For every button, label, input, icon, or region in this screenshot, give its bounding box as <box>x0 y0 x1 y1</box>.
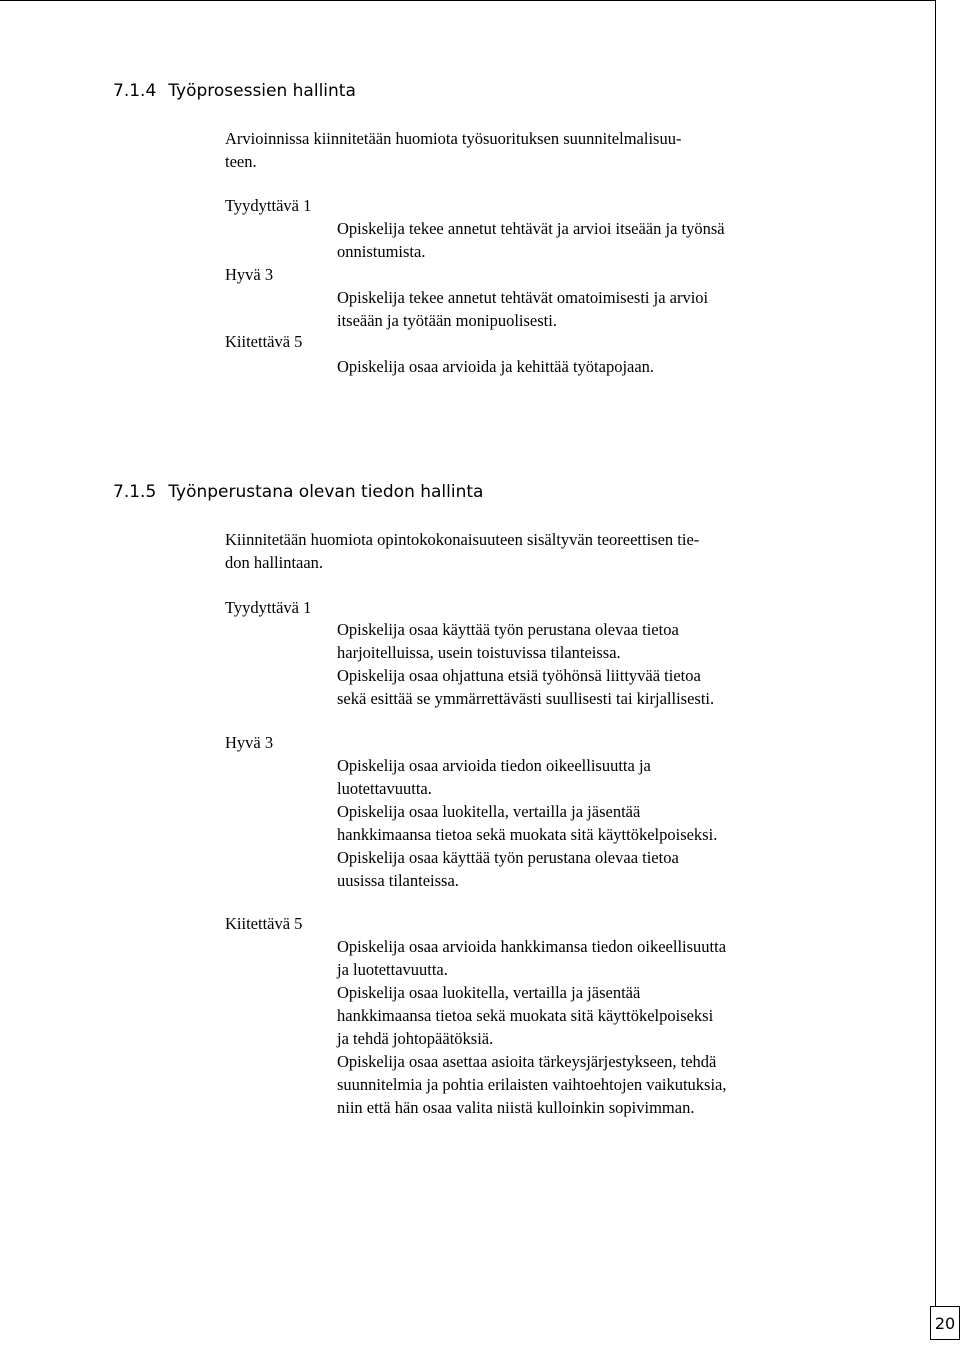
page-number: 20 <box>930 1306 960 1340</box>
grade-text-line: Opiskelija osaa arvioida ja kehittää työtapojaan. <box>337 357 655 376</box>
grade-label-hyva: Hyvä 3 <box>225 265 274 284</box>
grade-text-line: niin että hän osaa valita niistä kulloinkin sopivimman. <box>337 1098 695 1117</box>
grade-text-line: suunnitelmia ja pohtia erilaisten vaihtoehtojen vaikutuksia, <box>337 1075 727 1094</box>
page-border-top <box>0 0 935 1</box>
grade-text-line: ja luotettavuutta. <box>337 960 448 979</box>
grade-text-line: onnistumista. <box>337 242 426 261</box>
grade-text-line: Opiskelija osaa luokitella, vertailla ja jäsentää <box>337 802 641 821</box>
grade-text-line: Opiskelija osaa arvioida hankkimansa tiedon oikeellisuutta <box>337 937 727 956</box>
intro-line: don hallintaan. <box>225 553 324 572</box>
section-title: Työnperustana olevan tiedon hallinta <box>168 482 484 502</box>
grade-text-tyydyttava <box>337 618 714 710</box>
grade-text-line: uusissa tilanteissa. <box>337 871 459 890</box>
grade-text-line: Opiskelija osaa käyttää työn perustana olevaa tietoa <box>337 848 679 867</box>
section-heading-7-1-4 <box>113 80 356 103</box>
grade-text-line: ja tehdä johtopäätöksiä. <box>337 1029 494 1048</box>
grade-text-hyva <box>337 286 708 332</box>
grade-text-line: hankkimaansa tietoa sekä muokata sitä käyttökelpoiseksi <box>337 1006 714 1025</box>
grade-label-tyydyttava: Tyydyttävä 1 <box>225 196 312 215</box>
grade-text-line: sekä esittää se ymmärrettävästi suullisesti tai kirjallisesti. <box>337 689 715 708</box>
grade-text-line: Opiskelija osaa luokitella, vertailla ja jäsentää <box>337 983 641 1002</box>
section-number: 7.1.4 <box>113 81 157 101</box>
section-intro <box>225 528 699 574</box>
section-title: Työprosessien hallinta <box>168 81 356 101</box>
page-border-right <box>935 0 936 1310</box>
grade-label-hyva: Hyvä 3 <box>225 733 274 752</box>
grade-text-line: Opiskelija osaa käyttää työn perustana olevaa tietoa <box>337 620 679 639</box>
grade-text-line: Opiskelija osaa arvioida tiedon oikeellisuutta ja <box>337 756 651 775</box>
grade-text-line: Opiskelija tekee annetut tehtävät omatoimisesti ja arvioi <box>337 288 709 307</box>
grade-label-tyydyttava: Tyydyttävä 1 <box>225 598 312 617</box>
intro-line: Kiinnitetään huomiota opintokokonaisuuteen sisältyvän teoreettisen tie- <box>225 530 700 549</box>
intro-line: Arvioinnissa kiinnitetään huomiota työsuorituksen suunnitelmalisuu- <box>225 129 682 148</box>
grade-text-kiitettava <box>337 355 654 378</box>
section-heading-7-1-5 <box>113 481 483 504</box>
grade-label-kiitettava: Kiitettävä 5 <box>225 332 303 351</box>
grade-text-line: itseään ja työtään monipuolisesti. <box>337 311 557 330</box>
grade-text-kiitettava <box>337 935 727 1119</box>
section-intro <box>225 127 681 173</box>
grade-text-line: luotettavuutta. <box>337 779 432 798</box>
grade-text-line: Opiskelija osaa asettaa asioita tärkeysjärjestykseen, tehdä <box>337 1052 717 1071</box>
intro-line: teen. <box>225 152 257 171</box>
section-number: 7.1.5 <box>113 482 157 502</box>
grade-text-tyydyttava <box>337 217 725 263</box>
grade-text-line: Opiskelija tekee annetut tehtävät ja arvioi itseään ja työnsä <box>337 219 725 238</box>
grade-text-line: Opiskelija osaa ohjattuna etsiä työhönsä liittyvää tietoa <box>337 666 701 685</box>
grade-text-hyva <box>337 754 717 892</box>
grade-text-line: hankkimaansa tietoa sekä muokata sitä käyttökelpoiseksi. <box>337 825 718 844</box>
grade-text-line: harjoitelluissa, usein toistuvissa tilanteissa. <box>337 643 621 662</box>
grade-label-kiitettava: Kiitettävä 5 <box>225 914 303 933</box>
